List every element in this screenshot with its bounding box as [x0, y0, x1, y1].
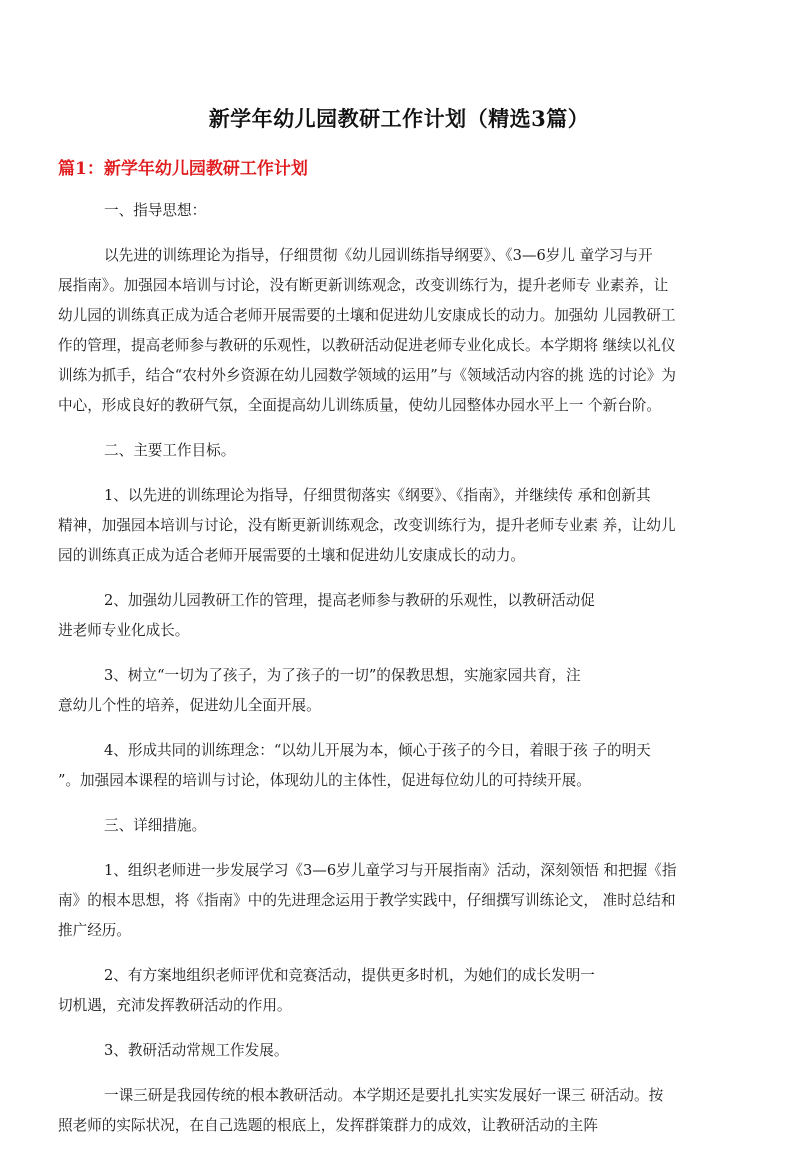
paragraph: [58, 961, 740, 1021]
paragraph-line: 进老师专业化成长。: [58, 622, 190, 639]
paragraph: [58, 736, 740, 796]
paragraph: [58, 241, 740, 421]
paragraph: [58, 1036, 740, 1066]
paragraph: [58, 481, 740, 571]
paragraph-line: 精神，加强园本培训与讨论，没有断更新训练观念，改变训练行为，提升老师专业素 养，让幼儿: [58, 517, 676, 534]
paragraph-first-line: 以先进的训练理论为指导，仔细贯彻《幼儿园训练指导纲要》、《3—6岁儿 童学习与开: [104, 247, 653, 264]
section-heading: 篇1：新学年幼儿园教研工作计划: [58, 159, 308, 179]
paragraph-first-line: 1、组织老师进一步发展学习《3—6岁儿童学习与开展指南》活动，深刻领悟 和把握《指: [104, 862, 677, 879]
paragraph-line: 切机遇，充沛发挥教研活动的作用。: [58, 997, 292, 1014]
paragraph-line: 推广经历。: [58, 922, 131, 939]
paragraph: [58, 196, 740, 226]
paragraph-line: 照老师的实际状况，在自己选题的根底上，发挥群策群力的成效，让教研活动的主阵: [58, 1117, 598, 1134]
paragraph-line: 意幼儿个性的培养，促进幼儿全面开展。: [58, 697, 321, 714]
paragraph-line: 作的管理，提高老师参与教研的乐观性，以教研活动促进老师专业化成长。本学期将 继续以礼仪: [58, 337, 676, 354]
paragraph-first-line: 3、教研活动常规工作发展。: [104, 1042, 289, 1059]
paragraph-first-line: 1、以先进的训练理论为指导，仔细贯彻落实《纲要》、《指南》，并继续传 承和创新其: [104, 487, 651, 504]
paragraph-first-line: 3、树立“一切为了孩子，为了孩子的一切”的保教思想，实施家园共育，注: [104, 667, 581, 684]
paragraph-line: ”。加强园本课程的培训与讨论，体现幼儿的主体性，促进每位幼儿的可持续开展。: [58, 772, 591, 789]
paragraph: [58, 586, 740, 646]
document-title: 新学年幼儿园教研工作计划（精选3篇）: [208, 106, 590, 131]
paragraph: [58, 436, 740, 466]
paragraph-first-line: 2、有方案地组织老师评优和竞赛活动，提供更多时机，为她们的成长发明一: [104, 967, 595, 984]
paragraph-line: 园的训练真正成为适合老师开展需要的土壤和促进幼儿安康成长的动力。: [58, 547, 526, 564]
paragraph-line: 中心，形成良好的教研气氛，全面提高幼儿训练质量，使幼儿园整体办园水平上一 个新台阶。: [58, 397, 661, 414]
paragraph: [58, 1081, 740, 1141]
paragraph-line: 南》的根本思想，将《指南》中的先进理念运用于教学实践中，仔细撰写训练论文， 准时总结和: [58, 892, 676, 909]
paragraph-first-line: 4、形成共同的训练理念：“以幼儿开展为本，倾心于孩子的今日，着眼于孩 子的明天: [104, 742, 651, 759]
paragraph: [58, 811, 740, 841]
paragraph-line: 训练为抓手，结合“农村外乡资源在幼儿园数学领域的运用”与《领域活动内容的挑 选的讨论》为: [58, 367, 676, 384]
paragraph: [58, 661, 740, 721]
paragraph-first-line: 一、指导思想：: [104, 202, 207, 219]
paragraph-first-line: 三、详细措施。: [104, 817, 207, 834]
document-body: [58, 196, 740, 1156]
paragraph-line: 幼儿园的训练真正成为适合老师开展需要的土壤和促进幼儿安康成长的动力。加强幼 儿园教研工: [58, 307, 676, 324]
paragraph-line: 展指南》。加强园本培训与讨论，没有断更新训练观念，改变训练行为，提升老师专 业素养，让: [58, 277, 669, 294]
paragraph-first-line: 二、主要工作目标。: [104, 442, 236, 459]
paragraph-first-line: 2、加强幼儿园教研工作的管理，提高老师参与教研的乐观性，以教研活动促: [104, 592, 595, 609]
paragraph: [58, 856, 740, 946]
paragraph-first-line: 一课三研是我园传统的根本教研活动。本学期还是要扎扎实实发展好一课三 研活动。按: [104, 1087, 664, 1104]
